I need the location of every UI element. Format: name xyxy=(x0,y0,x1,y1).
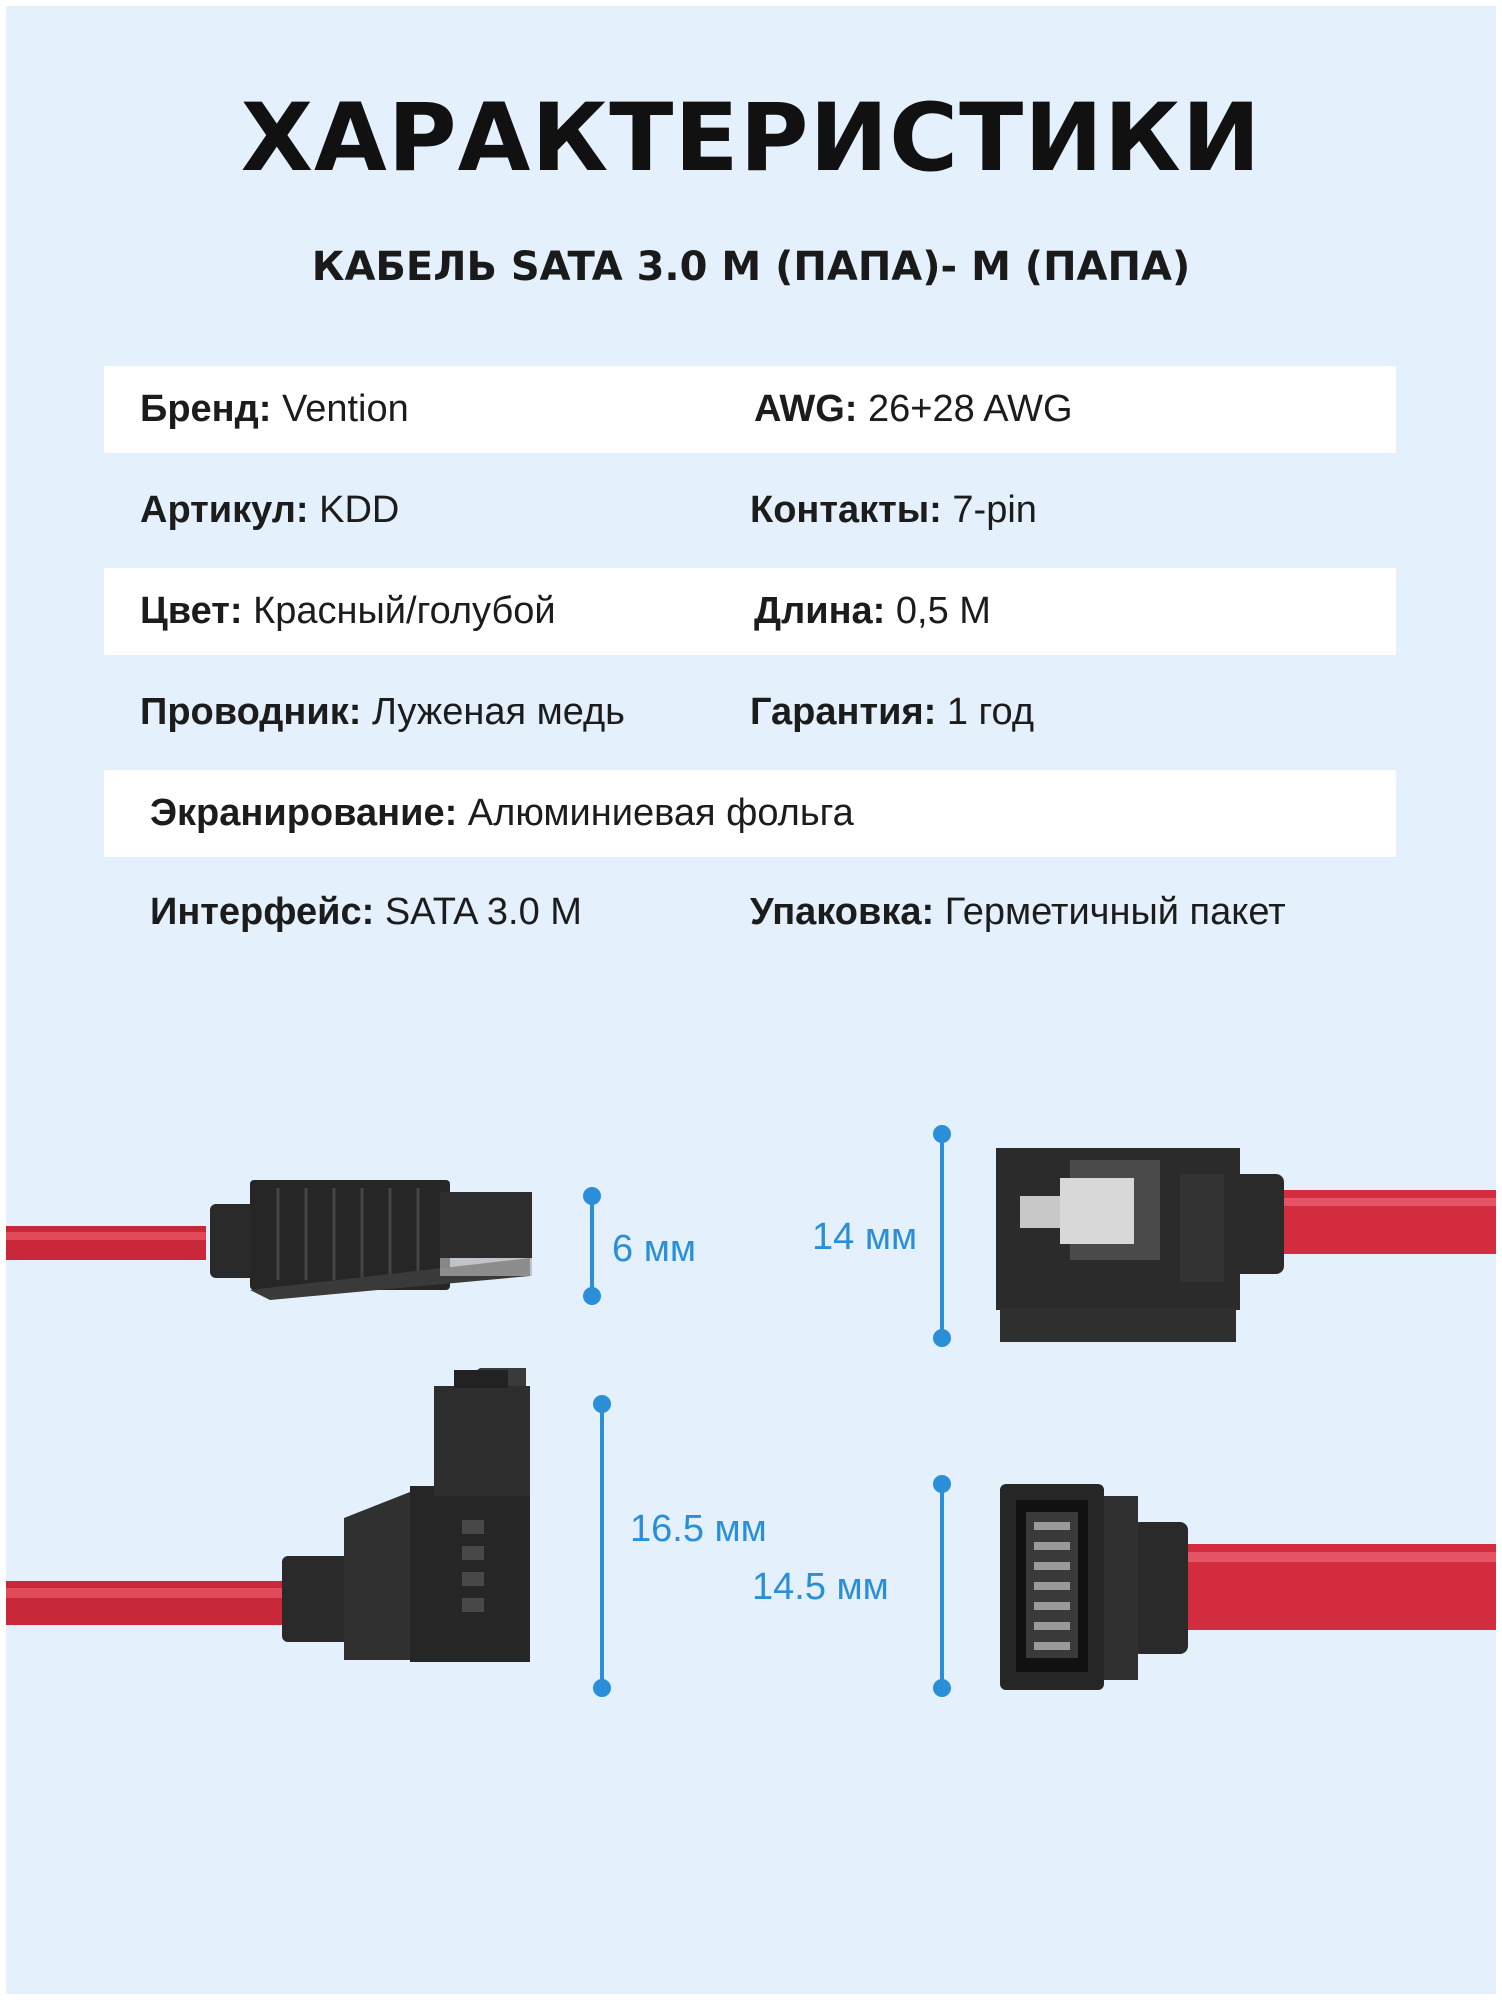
angled-connector-side-view xyxy=(6,1368,530,1662)
spec-shielding xyxy=(150,770,854,857)
spec-packaging xyxy=(750,869,1286,956)
spec-interface xyxy=(150,869,582,956)
spec-row-brand xyxy=(104,366,1396,453)
spec-row-shielding xyxy=(104,770,1396,857)
connector-illustration xyxy=(0,1100,1502,1720)
dimension-label-6mm: 6 мм xyxy=(612,1228,696,1270)
spec-value: Герметичный пакет xyxy=(944,891,1286,933)
dimension-label-14mm: 14 мм xyxy=(812,1216,918,1258)
dimension-label-16-5mm: 16.5 мм xyxy=(630,1508,767,1550)
spec-label: Экранирование: xyxy=(150,792,458,834)
spec-label: Контакты: xyxy=(750,489,942,531)
straight-connector-front-view xyxy=(996,1148,1496,1342)
spec-row-color xyxy=(104,568,1396,655)
spec-brand xyxy=(140,366,409,453)
page-title: ХАРАКТЕРИСТИКИ xyxy=(240,84,1262,193)
product-subtitle: КАБЕЛЬ SATA 3.0 M (ПАПА)- M (ПАПА) xyxy=(311,244,1191,290)
dimension-line-14mm xyxy=(935,1127,949,1345)
spec-value: Алюминиевая фольга xyxy=(467,792,854,834)
spec-value: Луженая медь xyxy=(371,691,625,733)
spec-label: Цвет: xyxy=(140,590,243,632)
spec-row-article xyxy=(104,467,1396,554)
spec-value: SATA 3.0 M xyxy=(384,891,582,933)
spec-label: AWG: xyxy=(754,388,858,430)
spec-color xyxy=(140,568,556,655)
spec-label: Интерфейс: xyxy=(150,891,375,933)
spec-contacts xyxy=(750,467,1037,554)
spec-value: Vention xyxy=(281,388,409,430)
straight-connector-side-view xyxy=(6,1180,532,1300)
spec-value: Красный/голубой xyxy=(253,590,556,632)
spec-awg xyxy=(754,366,1073,453)
spec-label: Упаковка: xyxy=(750,891,935,933)
dimension-line-16-5mm xyxy=(595,1397,609,1695)
connector-dimension-diagram xyxy=(0,1100,1502,1720)
latch-connector-front-view xyxy=(1000,1484,1496,1690)
spec-value: 0,5 М xyxy=(895,590,991,632)
spec-label: Бренд: xyxy=(140,388,272,430)
spec-value: 26+28 AWG xyxy=(868,388,1073,430)
spec-conductor xyxy=(140,669,625,756)
spec-length xyxy=(754,568,991,655)
spec-value: 7-pin xyxy=(952,489,1037,531)
dimension-label-14-5mm: 14.5 мм xyxy=(752,1566,889,1608)
spec-label: Артикул: xyxy=(140,489,309,531)
spec-warranty xyxy=(750,669,1034,756)
spec-row-conductor xyxy=(104,669,1396,756)
spec-label: Гарантия: xyxy=(750,691,937,733)
spec-label: Проводник: xyxy=(140,691,362,733)
spec-article xyxy=(140,467,399,554)
dimension-line-14-5mm xyxy=(935,1477,949,1695)
spec-value: KDD xyxy=(319,489,400,531)
spec-label: Длина: xyxy=(754,590,886,632)
dimension-line-6mm xyxy=(585,1189,599,1303)
spec-row-interface xyxy=(104,869,1396,956)
spec-value: 1 год xyxy=(946,691,1035,733)
